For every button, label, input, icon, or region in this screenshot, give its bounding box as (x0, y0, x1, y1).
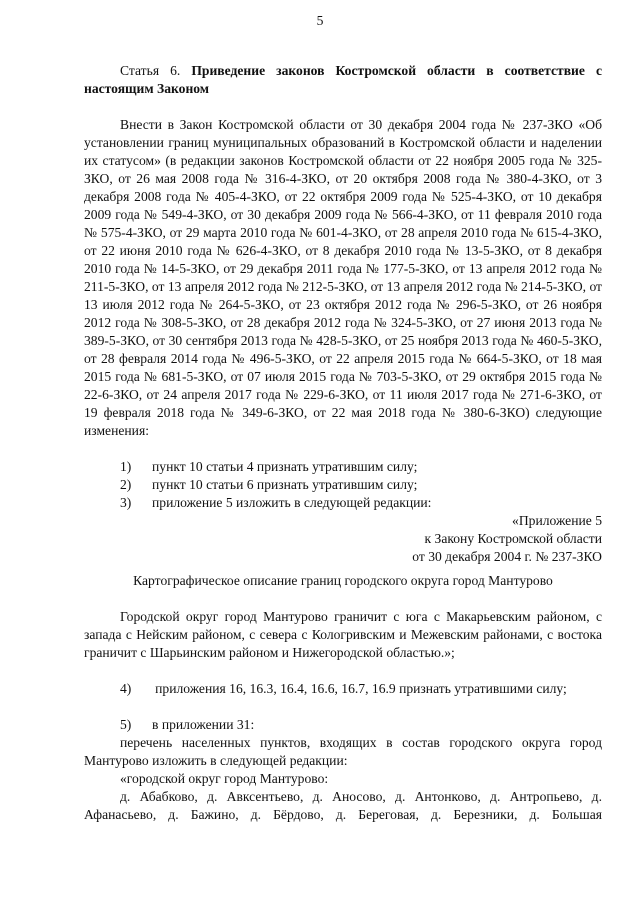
article-prefix: Статья 6. (120, 63, 181, 78)
item5-block (84, 716, 602, 734)
okrug-heading-block (84, 770, 602, 788)
list-item (84, 494, 602, 512)
intro-block (84, 116, 602, 440)
list-item (84, 680, 602, 698)
list-item-text: приложения 16, 16.3, 16.4, 16.6, 16.7, 16.9 признать утратившими силу; (155, 681, 567, 696)
appendix-header-line1: «Приложение 5 (512, 513, 602, 528)
boundary-block (84, 608, 602, 662)
list-item-number: 2) (120, 477, 132, 492)
list-item (84, 458, 602, 476)
appendix-header (84, 512, 602, 566)
appendix-header-line2: к Закону Костромской области (424, 531, 602, 546)
list-item-number: 4) (120, 681, 132, 696)
settlements-intro-block (84, 734, 602, 770)
cartographic-title: Картографическое описание границ городского округа город Мантурово (133, 573, 553, 588)
okrug-heading: «городской округ город Мантурово: (120, 771, 329, 786)
list-item (84, 716, 602, 734)
settlements-block (84, 788, 602, 824)
list-item-text: пункт 10 статьи 6 признать утратившим силу; (152, 477, 418, 492)
article-heading (84, 62, 602, 98)
list-item-number: 1) (120, 459, 132, 474)
list-item-number: 5) (120, 717, 132, 732)
boundary-paragraph: Городской округ город Мантурово граничит с юга с Макарьевским районом, с запада с Нейским районом, с севера с Кологривским и Межевским районами, с востока граничит с Шарьинским районом и Нижегородской областью.»; (84, 609, 602, 660)
list-item-text: приложение 5 изложить в следующей редакции: (152, 495, 432, 510)
intro-paragraph: Внести в Закон Костромской области от 30 декабря 2004 года № 237-ЗКО «Об установлении границ муниципальных образований в Костромской области и наделении их статусом» (в редакции законов Костромской области от 22 ноября 2005 года № 325-ЗКО, от 26 мая 2008 года № 316-4-ЗКО, от 20 октября 2008 года № 380-4-ЗКО, от 3 декабря 2008 года № 405-4-ЗКО, от 22 октября 2009 года № 525-4-ЗКО, от 10 декабря 2009 года № 549-4-ЗКО, от 30 декабря 2009 года № 566-4-ЗКО, от 11 февраля 2010 года № 575-4-ЗКО, от 29 марта 2010 года № 601-4-ЗКО, от 28 апреля 2010 года № 615-4-ЗКО, от 22 июня 2010 года № 626-4-ЗКО, от 8 декабря 2010 года № 13-5-ЗКО, от 8 декабря 2010 года № 14-5-ЗКО, от 29 декабря 2011 года № 177-5-ЗКО, от 13 апреля 2012 года № 211-5-ЗКО, от 13 апреля 2012 года № 212-5-ЗКО, от 13 апреля 2012 года № 214-5-ЗКО, от 13 июля 2012 года № 264-5-ЗКО, от 23 октября 2012 года № 296-5-ЗКО, от 26 ноября 2012 года № 308-5-ЗКО, от 28 декабря 2012 года № 324-5-ЗКО, от 27 июня 2013 года № 389-5-ЗКО, от 30 сентября 2013 года № 428-5-ЗКО, от 25 ноября 2013 года № 460-5-ЗКО, от 28 февраля 2014 года № 496-5-ЗКО, от 22 апреля 2015 года № 664-5-ЗКО, от 18 мая 2015 года № 681-5-ЗКО, от 07 июля 2015 года № 703-5-ЗКО, от 29 октября 2015 года № 22-6-ЗКО, от 24 апреля 2017 года № 229-6-ЗКО, от 11 июля 2017 года № 271-6-ЗКО, от 19 февраля 2018 года № 349-6-ЗКО, от 22 мая 2018 года № 380-6-ЗКО) следующие изменения: (84, 117, 602, 438)
settlements-text: д. Абабково, д. Авксентьево, д. Аносово, д. Антонково, д. Антропьево, д. Афанасьево, д. Бажино, д. Бёрдово, д. Береговая, д. Березники, д. Большая (84, 789, 602, 822)
list-item-number: 3) (120, 495, 132, 510)
list-item (84, 476, 602, 494)
list-item-text: пункт 10 статьи 4 признать утратившим силу; (152, 459, 418, 474)
cartographic-title-block (84, 572, 602, 590)
settlements-intro: перечень населенных пунктов, входящих в состав городского округа город Мантурово изложить в следующей редакции: (84, 735, 602, 768)
appendix-header-line3: от 30 декабря 2004 г. № 237-ЗКО (412, 549, 602, 564)
article-title: Приведение законов Костромской области в соответствие с настоящим Законом (84, 63, 602, 96)
items-a-list (84, 458, 602, 512)
item4-block (84, 680, 602, 698)
list-item-text: в приложении 31: (152, 717, 255, 732)
page-number: 5 (316, 13, 324, 28)
